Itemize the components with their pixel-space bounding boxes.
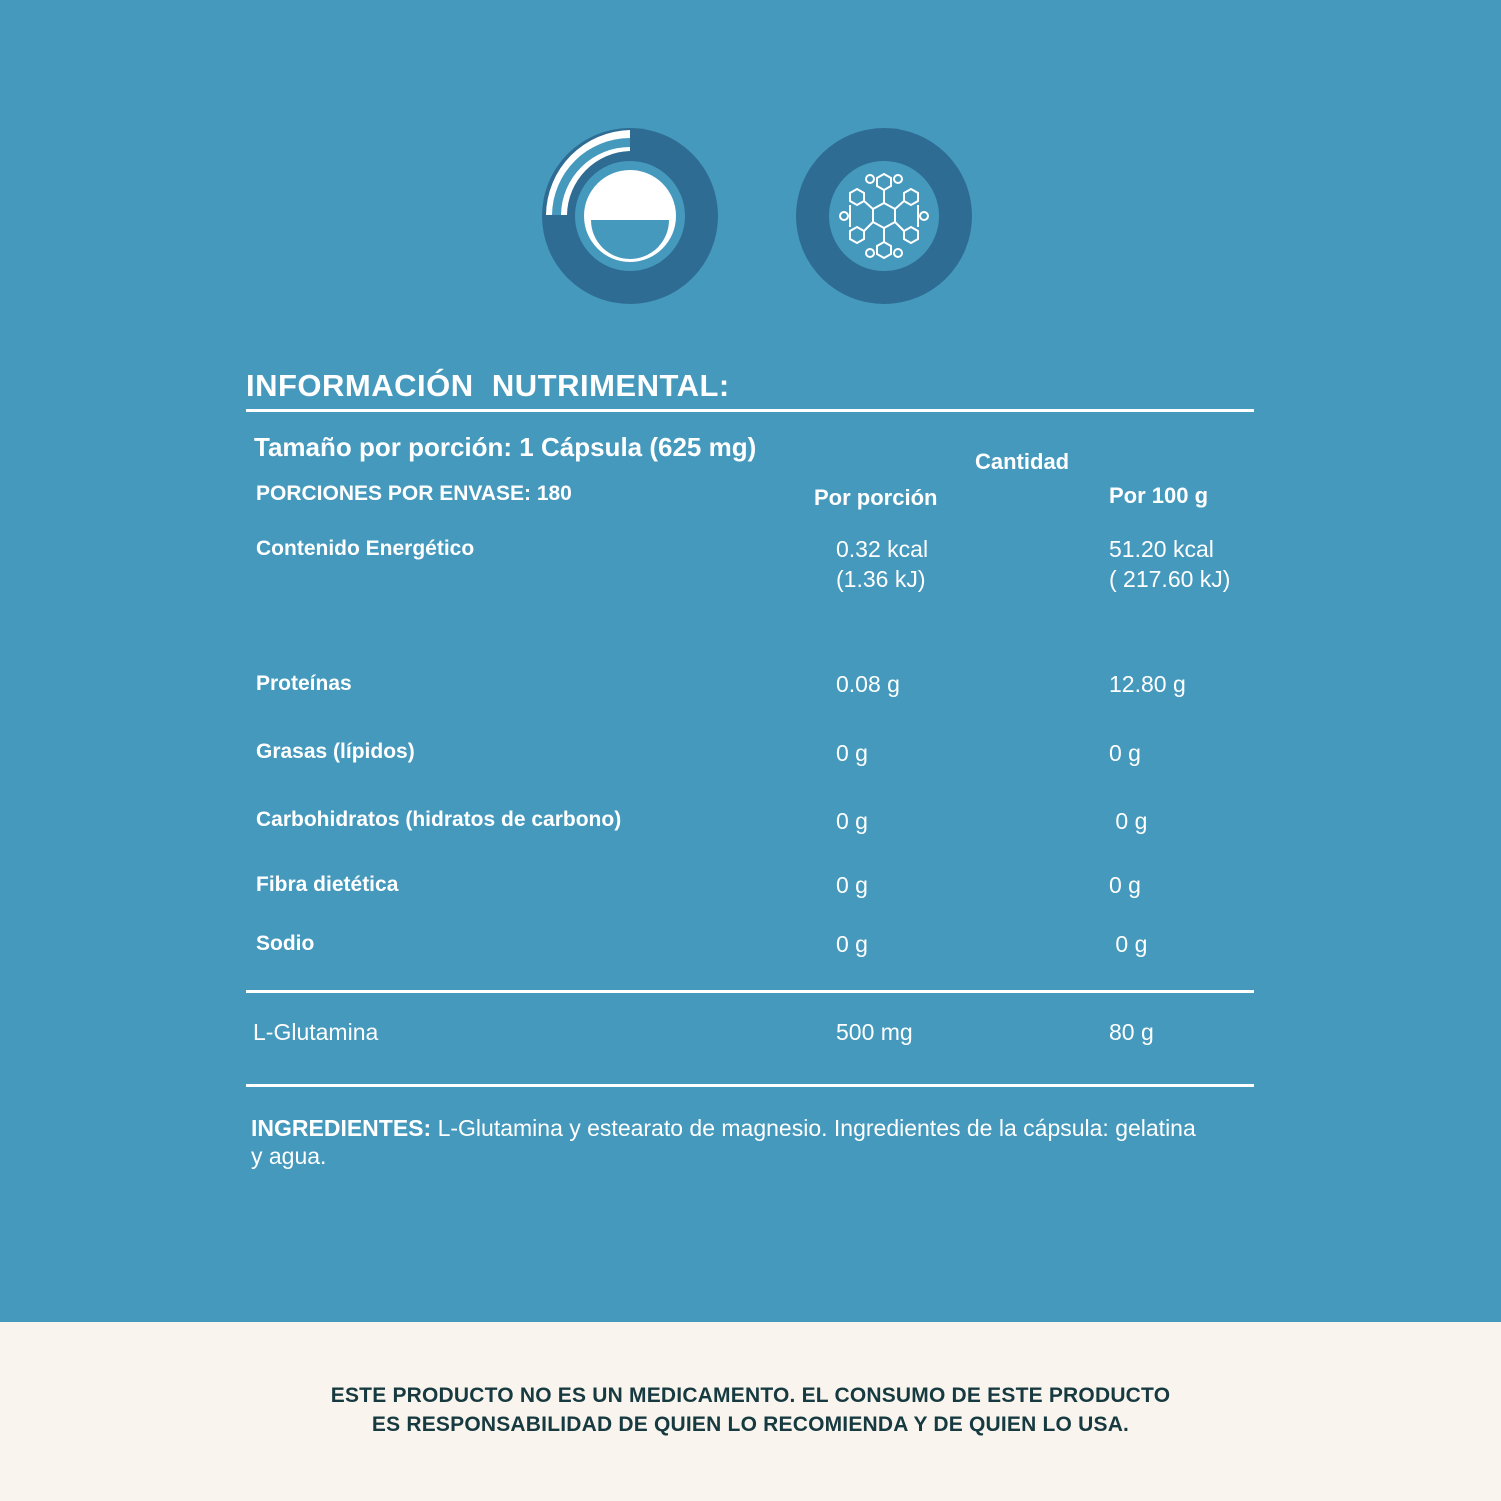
per-100g-value: 0 g — [1109, 931, 1148, 957]
ingredients-text-continued: y agua. — [251, 1143, 327, 1169]
per-100g-value: 12.80 g — [1109, 671, 1186, 697]
per-serving-value-kj: (1.36 kJ) — [836, 566, 926, 592]
per-100g-value: 0 g — [1109, 872, 1141, 898]
title-divider — [246, 409, 1254, 412]
disclaimer-line-1: ESTE PRODUCTO NO ES UN MEDICAMENTO. EL CONSUMO DE ESTE PRODUCTO — [330, 1384, 1171, 1407]
ingredients-label: INGREDIENTES: — [251, 1115, 432, 1141]
per-100g-value: 80 g — [1109, 1019, 1154, 1045]
per-serving-value: 0.32 kcal — [836, 536, 929, 562]
per-serving-value: 0 g — [836, 872, 868, 898]
capsule-gauge-icon — [541, 127, 719, 305]
nutrient-name: Carbohidratos (hidratos de carbono) — [256, 808, 622, 831]
per-100g-value: 0 g — [1109, 808, 1148, 834]
page-title: INFORMACIÓN NUTRIMENTAL: — [246, 368, 730, 403]
servings-per-container: PORCIONES POR ENVASE: 180 — [256, 482, 572, 505]
molecule-icon — [795, 127, 973, 305]
nutrient-name: Fibra dietética — [256, 873, 399, 896]
column-per-serving: Por porción — [814, 485, 938, 510]
nutrient-name: Grasas (lípidos) — [256, 740, 415, 763]
column-per-100g: Por 100 g — [1109, 483, 1209, 508]
per-serving-value: 0 g — [836, 740, 868, 766]
per-100g-value: 0 g — [1109, 740, 1141, 766]
nutrient-name: Proteínas — [256, 672, 352, 695]
nutrient-name: Sodio — [256, 932, 315, 955]
bottom-divider — [246, 1084, 1254, 1087]
per-serving-value: 0 g — [836, 808, 868, 834]
per-100g-value-kj: ( 217.60 kJ) — [1109, 566, 1231, 592]
per-serving-value: 500 mg — [836, 1019, 913, 1045]
active-ingredient-name: L-Glutamina — [253, 1019, 379, 1045]
table-divider — [246, 990, 1254, 993]
disclaimer-line-2: ES RESPONSABILIDAD DE QUIEN LO RECOMIENDA Y DE QUIEN LO USA. — [371, 1413, 1130, 1436]
per-serving-value: 0.08 g — [836, 671, 900, 697]
nutrient-name: Contenido Energético — [256, 537, 475, 560]
per-100g-value: 51.20 kcal — [1109, 536, 1214, 562]
ingredients-text: L-Glutamina y estearato de magnesio. Ingredientes de la cápsula: gelatina — [437, 1115, 1196, 1141]
column-group-label: Cantidad — [975, 449, 1070, 474]
serving-size: Tamaño por porción: 1 Cápsula (625 mg) — [254, 432, 757, 462]
per-serving-value: 0 g — [836, 931, 868, 957]
disclaimer-panel — [0, 1322, 1501, 1501]
